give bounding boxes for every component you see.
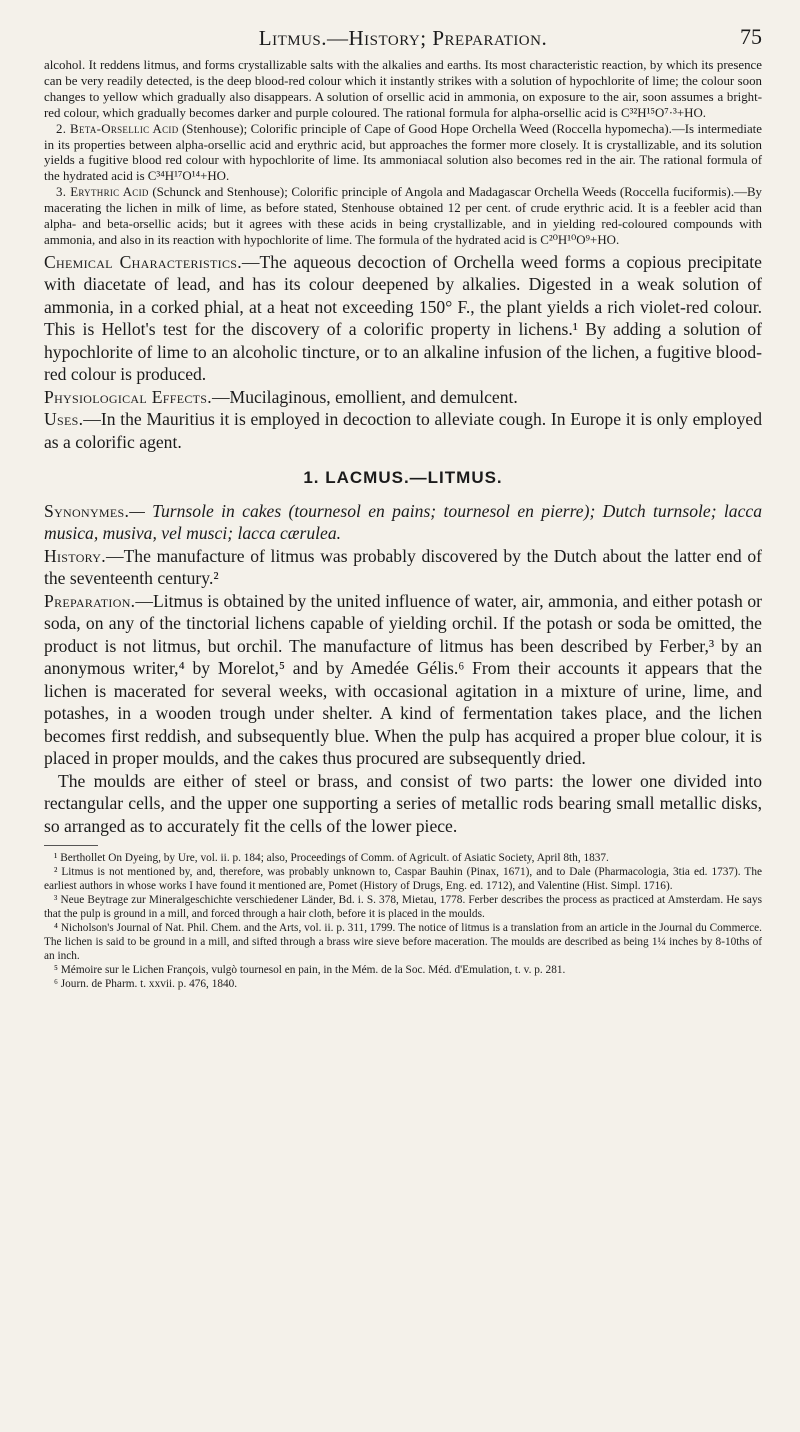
synonymes-paragraph <box>44 500 762 545</box>
preparation-heading: Preparation. <box>44 590 136 611</box>
synonymes-heading: Synonymes. <box>44 500 130 521</box>
moulds-paragraph: The moulds are either of steel or brass, and consist of two parts: the lower one divided into rectangular cells, and the upper one supporting a series of metallic rods bearing small metallic disks, so arranged as to accurately fit the cells of the lower piece. <box>44 770 762 836</box>
preparation-paragraph <box>44 590 762 770</box>
orsellic-acids-section <box>44 58 762 249</box>
footnote-1: ¹ Berthollet On Dyeing, by Ure, vol. ii. p. 184; also, Proceedings of Comm. of Agricult. of Asiatic Society, April 8th, 1837. <box>54 852 609 865</box>
page-header <box>44 0 762 58</box>
physiological-effects-heading: Physiological Effects. <box>44 386 212 407</box>
chemical-characteristics-text: —The aqueous decoction of Orchella weed forms a copious precipitate with diacetate of lead, and has its colour deepened by alkalies. Digested in a weak solution of ammonia, in a corked phial, at a heat not exceeding 150° F., the plant yields a rich violet-red colour. This is Hellot's test for the discovery of a colorific property in lichens.¹ By adding a solution of hypochlorite of lime to an alcoholic tincture, or to an alkaline infusion of the lichen, a fugitive blood-red colour is produced. <box>44 251 762 385</box>
erythric-acid-heading: 3. Erythric Acid <box>56 185 149 200</box>
erythric-acid-text: (Schunck and Stenhouse); Colorific principle of Angola and Madagascar Orchella Weeds (Roccella fuciformis).—By macerating the lichen in milk of lime, as before stated, Stenhouse obtained 12 per cent. of crude erythric acid. It is a feebler acid than alpha- and beta-orsellic acids; but it agrees with these acids in being crystallizable, and in yielding red-coloured compounds with ammonia, and also in its reaction with hypochlorite of lime. The formula of the hydrated acid is C²⁰H¹⁰O⁹+HO. <box>44 185 763 247</box>
physiological-effects-paragraph <box>44 386 762 409</box>
chemical-characteristics-heading: Chemical Characteristics. <box>44 251 242 272</box>
history-heading: History. <box>44 545 106 566</box>
alpha-orsellic-paragraph: alcohol. It reddens litmus, and forms crystallizable salts with the alkalies and earths. Its most characteristic reaction, by which its presence can be very readily detected, is the deep blood-red colour which it instantly strikes with a solution of hypochlorite of lime; the colour soon changes to yellow which gradually also disappears. A solution of orsellic acid in ammonia, on exposure to the air, soon assumes a bright-red colour, which gradually becomes darker and purple coloured. The rational formula for alpha-orsellic acid is C³²H¹⁵O⁷·³+HO. <box>44 58 762 120</box>
running-head: Litmus.—History; Preparation. <box>258 26 548 50</box>
erythric-acid-paragraph <box>44 185 762 249</box>
footnote-3: ³ Neue Beytrage zur Mineralgeschichte verschiedener Länder, Bd. i. S. 378, Mietau, 1778. Ferber describes the process as practiced at Amsterdam. He says that the pulp is ground in a mill, and forced through a hair cloth, before it is placed in the moulds. <box>44 894 762 920</box>
synonymes-text: — Turnsole in cakes (tournesol en pains; tournesol en pierre); Dutch turnsole; lacca musica, musiva, vel musci; lacca cærulea. <box>44 500 762 544</box>
beta-orsellic-text: (Stenhouse); Colorific principle of Cape of Good Hope Orchella Weed (Roccella hypomecha).—Is intermediate in its properties between alpha-orsellic acid and erythric acid, but approaches the former more closely. It is crystallizable, and its solution yields a fugitive blood red colour with hypochlorite of lime. Its ammoniacal solution also becomes red in the air. The rational formula of the hydrated acid is C³⁴H¹⁷O¹⁴+HO. <box>44 121 762 184</box>
section-title: 1. LACMUS.—LITMUS. <box>303 468 503 488</box>
beta-orsellic-heading: 2. Beta-Orsellic Acid <box>56 121 179 136</box>
footnote-divider <box>44 845 98 846</box>
footnote-2: ² Litmus is not mentioned by, and, therefore, was probably unknown to, Caspar Bauhin (Pinax, 1671), and to Dale (Pharmacologia, 3tia ed. 1737). The earliest authors in whose works I have found it mentioned are, Pomet (History of Drugs, Eng. ed. 1712), and Valentine (Hist. Simpl. 1716). <box>44 866 762 893</box>
page-number: 75 <box>740 24 762 49</box>
footnotes <box>44 852 762 991</box>
uses-text: —In the Mauritius it is employed in decoction to alleviate cough. In Europe it is only employed as a colorific agent. <box>44 409 762 452</box>
preparation-text: —Litmus is obtained by the united influence of water, air, ammonia, and either potash or soda, on any of the tinctorial lichens capable of yielding orchil. If the potash or soda be omitted, the product is not litmus, but orchil. The manufacture of litmus has been described by Ferber,³ by an anonymous writer,⁴ by Morelot,⁵ and by Amedée Gélis.⁶ From their accounts it appears that the lichen is macerated for several weeks, with occasional agitation in a mixture of urine, lime, and potashes, in a wooden trough under shelter. A kind of fermentation takes place, and the lichen becomes first reddish, and subsequently blue. When the pulp has acquired a proper blue colour, it is placed in proper moulds, and the cakes thus procured are subsequently dried. <box>44 590 762 769</box>
footnote-4: ⁴ Nicholson's Journal of Nat. Phil. Chem. and the Arts, vol. ii. p. 311, 1799. The notice of litmus is a translation from an article in the Journal du Commerce. The lichen is said to be ground in a mill, and sifted through a brass wire sieve before maceration. The moulds are described as being 1¼ inches by 8-10ths of an inch. <box>44 921 762 962</box>
footnote-6: ⁶ Journ. de Pharm. t. xxvii. p. 476, 1840. <box>54 977 238 990</box>
chemical-characteristics-paragraph <box>44 251 762 386</box>
main-text <box>44 251 762 838</box>
uses-paragraph <box>44 408 762 453</box>
history-text: —The manufacture of litmus was probably discovered by the Dutch about the latter end of the seventeenth century.² <box>44 545 762 589</box>
history-paragraph <box>44 545 762 590</box>
footnote-5: ⁵ Mémoire sur le Lichen François, vulgò tournesol en pain, in the Mém. de la Soc. Méd. d'Emulation, t. v. p. 281. <box>54 963 566 976</box>
beta-orsellic-paragraph <box>44 122 762 186</box>
physiological-effects-text: —Mucilaginous, emollient, and demulcent. <box>211 386 518 407</box>
uses-heading: Uses. <box>44 409 84 430</box>
